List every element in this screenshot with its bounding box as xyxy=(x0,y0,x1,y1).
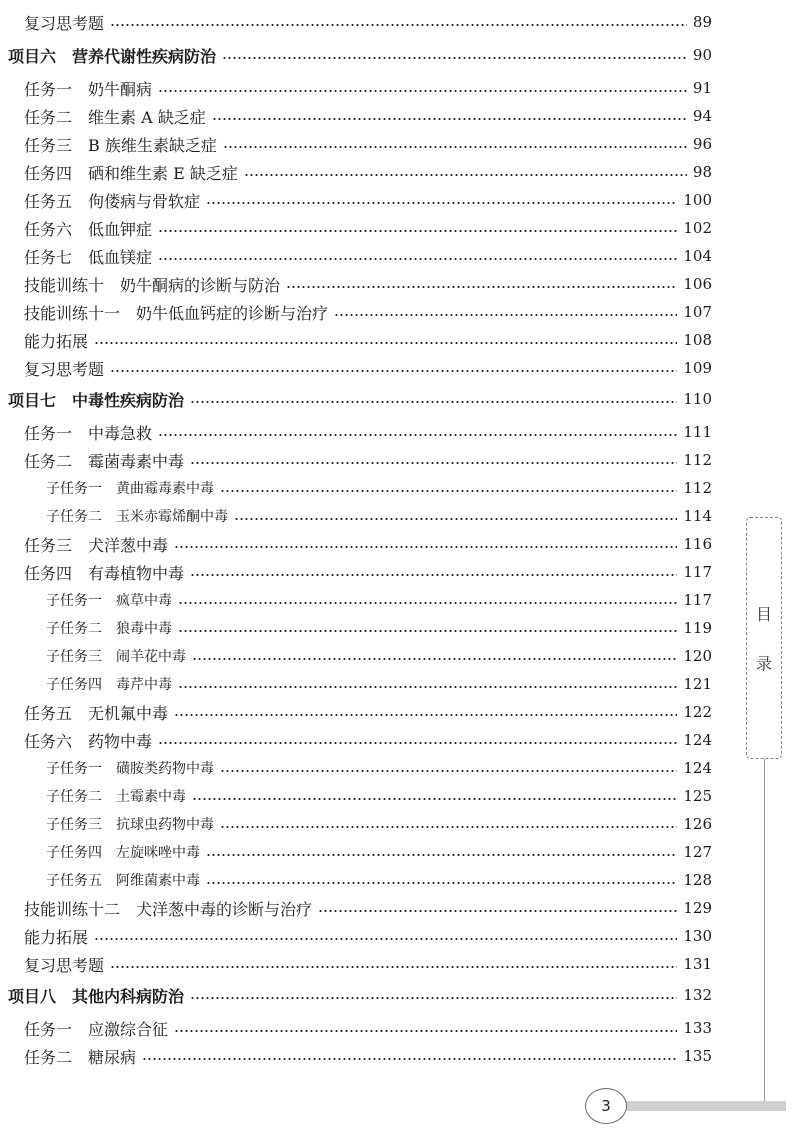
toc-entry-page: 127 xyxy=(683,843,712,861)
dot-leader xyxy=(94,938,677,940)
toc-item[interactable] xyxy=(24,727,712,753)
dot-leader xyxy=(158,230,677,232)
toc-entry-title: 技能训练十 奶牛酮病的诊断与防治 xyxy=(24,275,281,295)
toc-entry-title: 复习思考题 xyxy=(24,359,105,379)
toc-entry-title: 任务一 应激综合征 xyxy=(24,1019,169,1039)
toc-item[interactable] xyxy=(24,559,712,585)
toc-item[interactable] xyxy=(24,447,712,473)
toc-item[interactable] xyxy=(24,159,712,185)
dot-leader xyxy=(158,742,677,744)
toc-entry-page: 100 xyxy=(683,191,712,209)
toc-entry-page: 116 xyxy=(683,535,712,553)
toc-entry-title: 子任务二 玉米赤霉烯酮中毒 xyxy=(46,509,228,525)
dot-leader xyxy=(174,714,677,716)
toc-entry-title: 任务六 低血钾症 xyxy=(24,219,153,239)
toc-entry-title: 能力拓展 xyxy=(24,927,89,947)
toc-entry-page: 102 xyxy=(683,219,712,237)
dot-leader xyxy=(220,770,677,772)
toc-entry-page: 135 xyxy=(683,1047,712,1065)
toc-chapter[interactable] xyxy=(8,982,712,1008)
toc-item[interactable] xyxy=(24,215,712,241)
dot-leader xyxy=(212,118,687,120)
toc-entry-page: 124 xyxy=(683,759,712,777)
toc-item[interactable] xyxy=(24,187,712,213)
toc-entry-page: 130 xyxy=(683,927,712,945)
toc-chapter[interactable] xyxy=(8,42,712,68)
toc-entry-page: 89 xyxy=(692,13,712,31)
dot-leader xyxy=(94,342,677,344)
dot-leader xyxy=(178,630,677,632)
dot-leader xyxy=(220,490,677,492)
toc-entry-title: 任务三 犬洋葱中毒 xyxy=(24,535,169,555)
toc-subitem[interactable] xyxy=(46,867,712,893)
side-tab-contents xyxy=(746,517,782,759)
toc-entry-page: 129 xyxy=(683,899,712,917)
toc-entry-title: 任务二 霉菌毒素中毒 xyxy=(24,451,185,471)
toc-entry-title: 子任务三 闹羊花中毒 xyxy=(46,649,186,665)
toc-entry-title: 任务一 中毒急救 xyxy=(24,423,153,443)
dot-leader xyxy=(158,258,677,260)
toc-entry-page: 119 xyxy=(683,619,712,637)
dot-leader xyxy=(174,1030,677,1032)
toc-entry-title: 任务一 奶牛酮病 xyxy=(24,79,153,99)
toc-entry-title: 项目八 其他内科病防治 xyxy=(8,986,185,1006)
toc-subitem[interactable] xyxy=(46,503,712,529)
toc-entry-page: 133 xyxy=(683,1019,712,1037)
toc-item[interactable] xyxy=(24,9,712,35)
toc-entry-page: 90 xyxy=(692,46,712,64)
toc-entry-page: 106 xyxy=(683,275,712,293)
dot-leader xyxy=(220,826,677,828)
toc-entry-title: 子任务四 左旋咪唑中毒 xyxy=(46,845,200,861)
toc-item[interactable] xyxy=(24,327,712,353)
toc-entry-page: 126 xyxy=(683,815,712,833)
toc-entry-title: 任务七 低血镁症 xyxy=(24,247,153,267)
toc-entry-title: 任务二 维生素 A 缺乏症 xyxy=(24,107,206,127)
toc-entry-title: 子任务二 土霉素中毒 xyxy=(46,789,186,805)
toc-item[interactable] xyxy=(24,531,712,557)
dot-leader xyxy=(142,1058,677,1060)
toc-subitem[interactable] xyxy=(46,811,712,837)
toc-entry-page: 107 xyxy=(683,303,712,321)
toc-entry-title: 子任务二 狼毒中毒 xyxy=(46,621,172,637)
dot-leader xyxy=(192,798,677,800)
toc-entry-title: 任务四 有毒植物中毒 xyxy=(24,563,185,583)
dot-leader xyxy=(192,658,677,660)
toc-item[interactable] xyxy=(24,271,712,297)
dot-leader xyxy=(158,434,677,436)
dot-leader xyxy=(190,997,677,999)
dot-leader xyxy=(110,370,677,372)
toc-entry-page: 125 xyxy=(683,787,712,805)
toc-entry-title: 任务六 药物中毒 xyxy=(24,731,153,751)
toc-entry-title: 能力拓展 xyxy=(24,331,89,351)
toc-entry-page: 98 xyxy=(692,163,712,181)
toc-item[interactable] xyxy=(24,1015,712,1041)
toc-subitem[interactable] xyxy=(46,615,712,641)
toc-item[interactable] xyxy=(24,355,712,381)
toc-item[interactable] xyxy=(24,103,712,129)
toc-entry-title: 技能训练十二 犬洋葱中毒的诊断与治疗 xyxy=(24,899,313,919)
dot-leader xyxy=(178,602,677,604)
side-tab-char-2: 录 xyxy=(755,654,772,673)
dot-leader xyxy=(234,518,677,520)
toc-entry-title: 子任务一 磺胺类药物中毒 xyxy=(46,761,214,777)
toc-item[interactable] xyxy=(24,131,712,157)
toc-subitem[interactable] xyxy=(46,671,712,697)
toc-entry-page: 122 xyxy=(683,703,712,721)
dot-leader xyxy=(158,90,687,92)
toc-entry-page: 112 xyxy=(683,479,712,497)
toc-entry-title: 子任务一 黄曲霉毒素中毒 xyxy=(46,481,214,497)
toc-entry-page: 131 xyxy=(683,955,712,973)
dot-leader xyxy=(206,854,677,856)
toc-item[interactable] xyxy=(24,1043,712,1069)
side-tab-char-1: 目 xyxy=(755,605,772,624)
dot-leader xyxy=(178,686,677,688)
toc-entry-title: 任务二 糖尿病 xyxy=(24,1047,137,1067)
toc-entry-title: 任务五 佝偻病与骨软症 xyxy=(24,191,201,211)
toc-entry-title: 子任务四 毒芹中毒 xyxy=(46,677,172,693)
side-rule xyxy=(764,759,765,1101)
dot-leader xyxy=(174,546,677,548)
toc-entry-title: 子任务一 疯草中毒 xyxy=(46,593,172,609)
toc-item[interactable] xyxy=(24,419,712,445)
dot-leader xyxy=(222,57,687,59)
page-number: 3 xyxy=(585,1088,627,1124)
toc-entry-title: 子任务五 阿维菌素中毒 xyxy=(46,873,200,889)
toc-item[interactable] xyxy=(24,243,712,269)
dot-leader xyxy=(190,462,677,464)
toc-entry-title: 子任务三 抗球虫药物中毒 xyxy=(46,817,214,833)
toc-subitem[interactable] xyxy=(46,839,712,865)
dot-leader xyxy=(318,910,677,912)
dot-leader xyxy=(244,174,687,176)
toc-entry-title: 项目六 营养代谢性疾病防治 xyxy=(8,46,217,66)
toc-entry-page: 121 xyxy=(683,675,712,693)
toc-entry-page: 132 xyxy=(683,986,712,1004)
toc-entry-title: 项目七 中毒性疾病防治 xyxy=(8,390,185,410)
toc-entry-page: 112 xyxy=(683,451,712,469)
toc-entry-page: 111 xyxy=(683,423,712,441)
toc-entry-page: 108 xyxy=(683,331,712,349)
dot-leader xyxy=(110,24,687,26)
toc-entry-title: 复习思考题 xyxy=(24,955,105,975)
toc-entry-title: 技能训练十一 奶牛低血钙症的诊断与治疗 xyxy=(24,303,329,323)
dot-leader xyxy=(190,574,677,576)
dot-leader xyxy=(206,202,677,204)
dot-leader xyxy=(110,966,677,968)
toc-item[interactable] xyxy=(24,951,712,977)
toc-chapter[interactable] xyxy=(8,386,712,412)
toc-entry-page: 91 xyxy=(692,79,712,97)
dot-leader xyxy=(206,882,677,884)
toc-item[interactable] xyxy=(24,75,712,101)
toc-entry-page: 120 xyxy=(683,647,712,665)
toc-subitem[interactable] xyxy=(46,755,712,781)
toc-entry-page: 110 xyxy=(683,390,712,408)
toc-entry-page: 117 xyxy=(683,563,712,581)
toc-item[interactable] xyxy=(24,299,712,325)
toc-entry-page: 104 xyxy=(683,247,712,265)
toc-item[interactable] xyxy=(24,923,712,949)
toc-subitem[interactable] xyxy=(46,587,712,613)
toc-entry-title: 任务三 B 族维生素缺乏症 xyxy=(24,135,217,155)
toc-entry-page: 114 xyxy=(683,507,712,525)
toc-entry-page: 117 xyxy=(683,591,712,609)
toc-item[interactable] xyxy=(24,699,712,725)
toc-entry-page: 124 xyxy=(683,731,712,749)
toc-subitem[interactable] xyxy=(46,643,712,669)
dot-leader xyxy=(334,314,677,316)
toc-entry-title: 任务五 无机氟中毒 xyxy=(24,703,169,723)
toc-subitem[interactable] xyxy=(46,783,712,809)
dot-leader xyxy=(286,286,677,288)
toc-entry-title: 复习思考题 xyxy=(24,13,105,33)
dot-leader xyxy=(223,146,687,148)
toc-subitem[interactable] xyxy=(46,475,712,501)
toc-entry-page: 94 xyxy=(692,107,712,125)
toc-entry-page: 96 xyxy=(692,135,712,153)
dot-leader xyxy=(190,401,677,403)
toc-entry-page: 128 xyxy=(683,871,712,889)
toc-entry-title: 任务四 硒和维生素 E 缺乏症 xyxy=(24,163,238,183)
toc-entry-page: 109 xyxy=(683,359,712,377)
toc-item[interactable] xyxy=(24,895,712,921)
